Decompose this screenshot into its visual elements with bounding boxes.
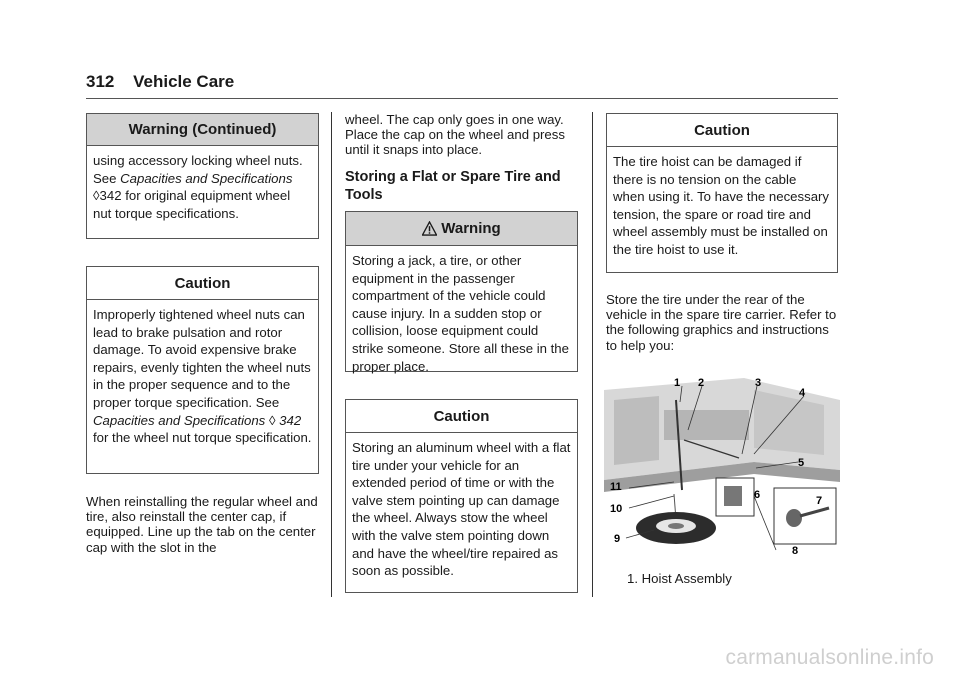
column-divider xyxy=(592,112,593,597)
figure-label-2: 2 xyxy=(698,377,705,389)
page-ref-icon: ◊ xyxy=(93,188,100,204)
section-title: Vehicle Care xyxy=(133,72,235,91)
header-rule xyxy=(86,98,838,99)
box-title: Warning (Continued) xyxy=(87,114,318,146)
body-paragraph: Store the tire under the rear of the vehicle in the spare tire carrier. Refer to the following graphics and instructions to help you: xyxy=(606,292,837,353)
box-title: Caution xyxy=(87,267,318,300)
spare-tire-hoist-illustration xyxy=(604,370,840,562)
figure-label-9: 9 xyxy=(614,533,621,545)
figure-label-8: 8 xyxy=(792,545,799,557)
box-title: Warning xyxy=(346,212,577,246)
box-body: using accessory locking wheel nuts. See Capacities and Specifications ◊342 for original equipment wheel nut torque specifications. xyxy=(93,153,303,221)
figure-label-6: 6 xyxy=(754,489,761,501)
body-paragraph: When reinstalling the regular wheel and tire, also reinstall the center cap, if equipped. Line up the tab on the center cap with the slot in the xyxy=(86,494,318,555)
page-header xyxy=(86,72,234,92)
caution-box xyxy=(606,113,838,273)
page-ref[interactable]: 342 xyxy=(99,188,122,204)
figure-label-3: 3 xyxy=(755,377,762,389)
box-body: Storing a jack, a tire, or other equipment in the passenger compartment of the vehicle could cause injury. In a sudden stop or collision, loose equipment could strike someone. Store all these in the proper place. xyxy=(352,253,569,374)
box-title: Caution xyxy=(346,400,577,433)
figure-label-7: 7 xyxy=(816,495,823,507)
cross-reference-link[interactable]: Capacities and Specifications xyxy=(120,170,293,186)
figure-caption: 1. Hoist Assembly xyxy=(627,571,732,586)
caution-box xyxy=(86,266,319,474)
box-body: The tire hoist can be damaged if there is no tension on the cable when using it. To have the necessary tension, the spare or road tire and wheel assembly must be installed on the tire hoist to use it. xyxy=(613,154,830,257)
watermark-text: carmanualsonline.info xyxy=(725,646,934,669)
column-divider xyxy=(331,112,332,597)
figure-label-4: 4 xyxy=(799,387,806,399)
figure-label-11: 11 xyxy=(610,481,622,493)
body-paragraph: wheel. The cap only goes in one way. Place the cap on the wheel and press until it snaps into place. xyxy=(345,112,565,158)
figure-label-10: 10 xyxy=(610,503,623,515)
caution-box xyxy=(345,399,578,593)
box-body: Storing an aluminum wheel with a flat tire under your vehicle for an extended period of time or with the valve stem pointing up can damage the wheel. Always stow the wheel with the valve stem pointing down and have the wheel/tire repaired as soon as possible. xyxy=(352,440,571,579)
page-ref[interactable]: 342 xyxy=(279,412,302,428)
page-ref-icon: ◊ xyxy=(268,412,276,428)
warning-box xyxy=(345,211,578,372)
figure-label-1: 1 xyxy=(674,377,681,389)
figure-label-5: 5 xyxy=(798,457,805,469)
section-subheading: Storing a Flat or Spare Tire and Tools xyxy=(345,169,561,203)
warning-continued-box xyxy=(86,113,319,239)
box-title: Caution xyxy=(607,114,837,147)
page-number: 312 xyxy=(86,72,115,91)
warning-triangle-icon xyxy=(422,221,437,236)
box-body: Improperly tightened wheel nuts can lead to brake pulsation and rotor damage. To avoid expensive brake repairs, evenly tighten the wheel nuts in the proper sequence and to the proper torque specification. See Capacities and Specifications ◊ 342 for the wheel nut torque specification. xyxy=(93,307,312,446)
cross-reference-link[interactable]: Capacities and Specifications xyxy=(93,412,266,428)
